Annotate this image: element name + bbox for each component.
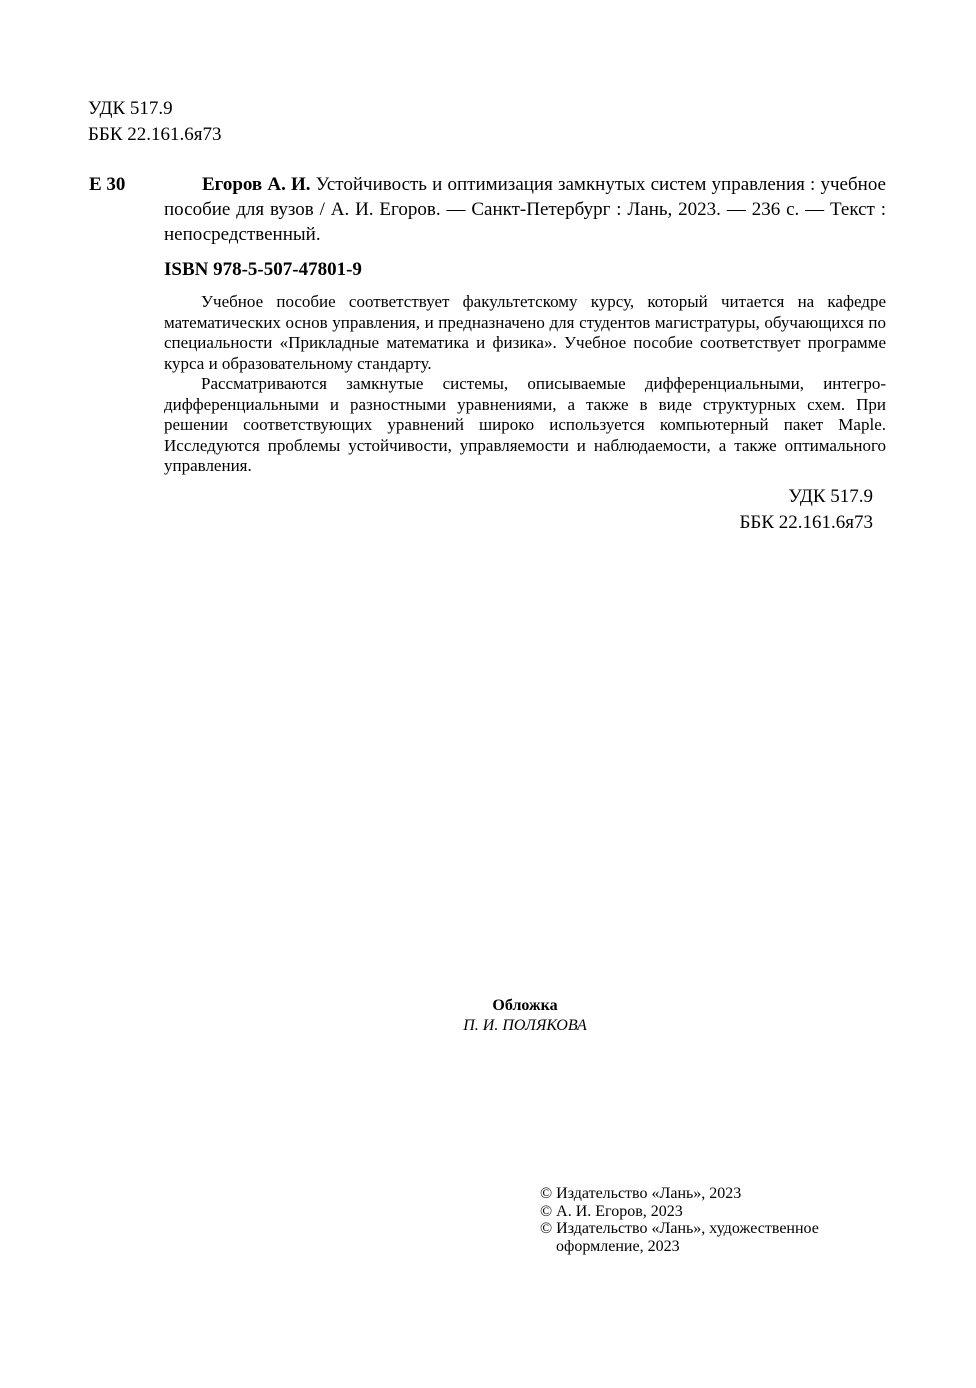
copyright-design-cont: оформление, 2023: [556, 1237, 680, 1255]
biblio-first-line: [164, 172, 886, 247]
copyright-author: © А. И. Егоров, 2023: [540, 1202, 683, 1220]
isbn: ISBN 978-5-507-47801-9: [164, 259, 362, 280]
cover-credit: [420, 996, 630, 1036]
copyright-design: © Издательство «Лань», художественное: [540, 1220, 819, 1237]
bbk-code-bottom: ББК 22.161.6я73: [739, 512, 873, 533]
annotation-paragraph-1: Учебное пособие соответствует факультетскому курсу, который читается на кафедре математических основ управления, и предназначено для студентов магистратуры, обучающихся по специальности «Прикладные математика и физика». Учебное пособие соответствует программе курса и образовательному стандарту.: [164, 292, 886, 373]
biblio-title: Устойчивость и оптимизация замкнутых систем управления :: [310, 174, 816, 195]
classification-bottom: [740, 484, 873, 536]
copyright-block: [540, 1185, 819, 1255]
annotation-paragraph-2: Рассматриваются замкнутые системы, описываемые дифференциальными, интегро-дифференциальными и разностными уравнениями, а также в виде структурных схем. При решении соответствующих уравнений широко используется компьютерный пакет Maple. Исследуются проблемы устойчивости, управляемости и наблюдаемости, а также оптимального управления.: [164, 374, 886, 475]
bibliographic-description: [164, 172, 886, 247]
udk-code: УДК 517.9: [88, 98, 173, 119]
bbk-code: ББК 22.161.6я73: [88, 124, 222, 145]
biblio-author: Егоров А. И.: [202, 174, 311, 195]
cover-designer: П. И. ПОЛЯКОВА: [463, 1017, 587, 1034]
author-sign: Е 30: [89, 174, 126, 195]
biblio-details: учебное пособие для вузов / А. И. Егоров. — Санкт-Петербург : Лань, 2023. — 236 с. — Текст : непосредственный.: [164, 174, 886, 245]
annotation: [164, 292, 886, 477]
udk-code-bottom: УДК 517.9: [788, 486, 873, 507]
copyright-publisher: © Издательство «Лань», 2023: [540, 1185, 742, 1202]
classification-top: [88, 96, 221, 148]
cover-label: Обложка: [492, 997, 558, 1014]
